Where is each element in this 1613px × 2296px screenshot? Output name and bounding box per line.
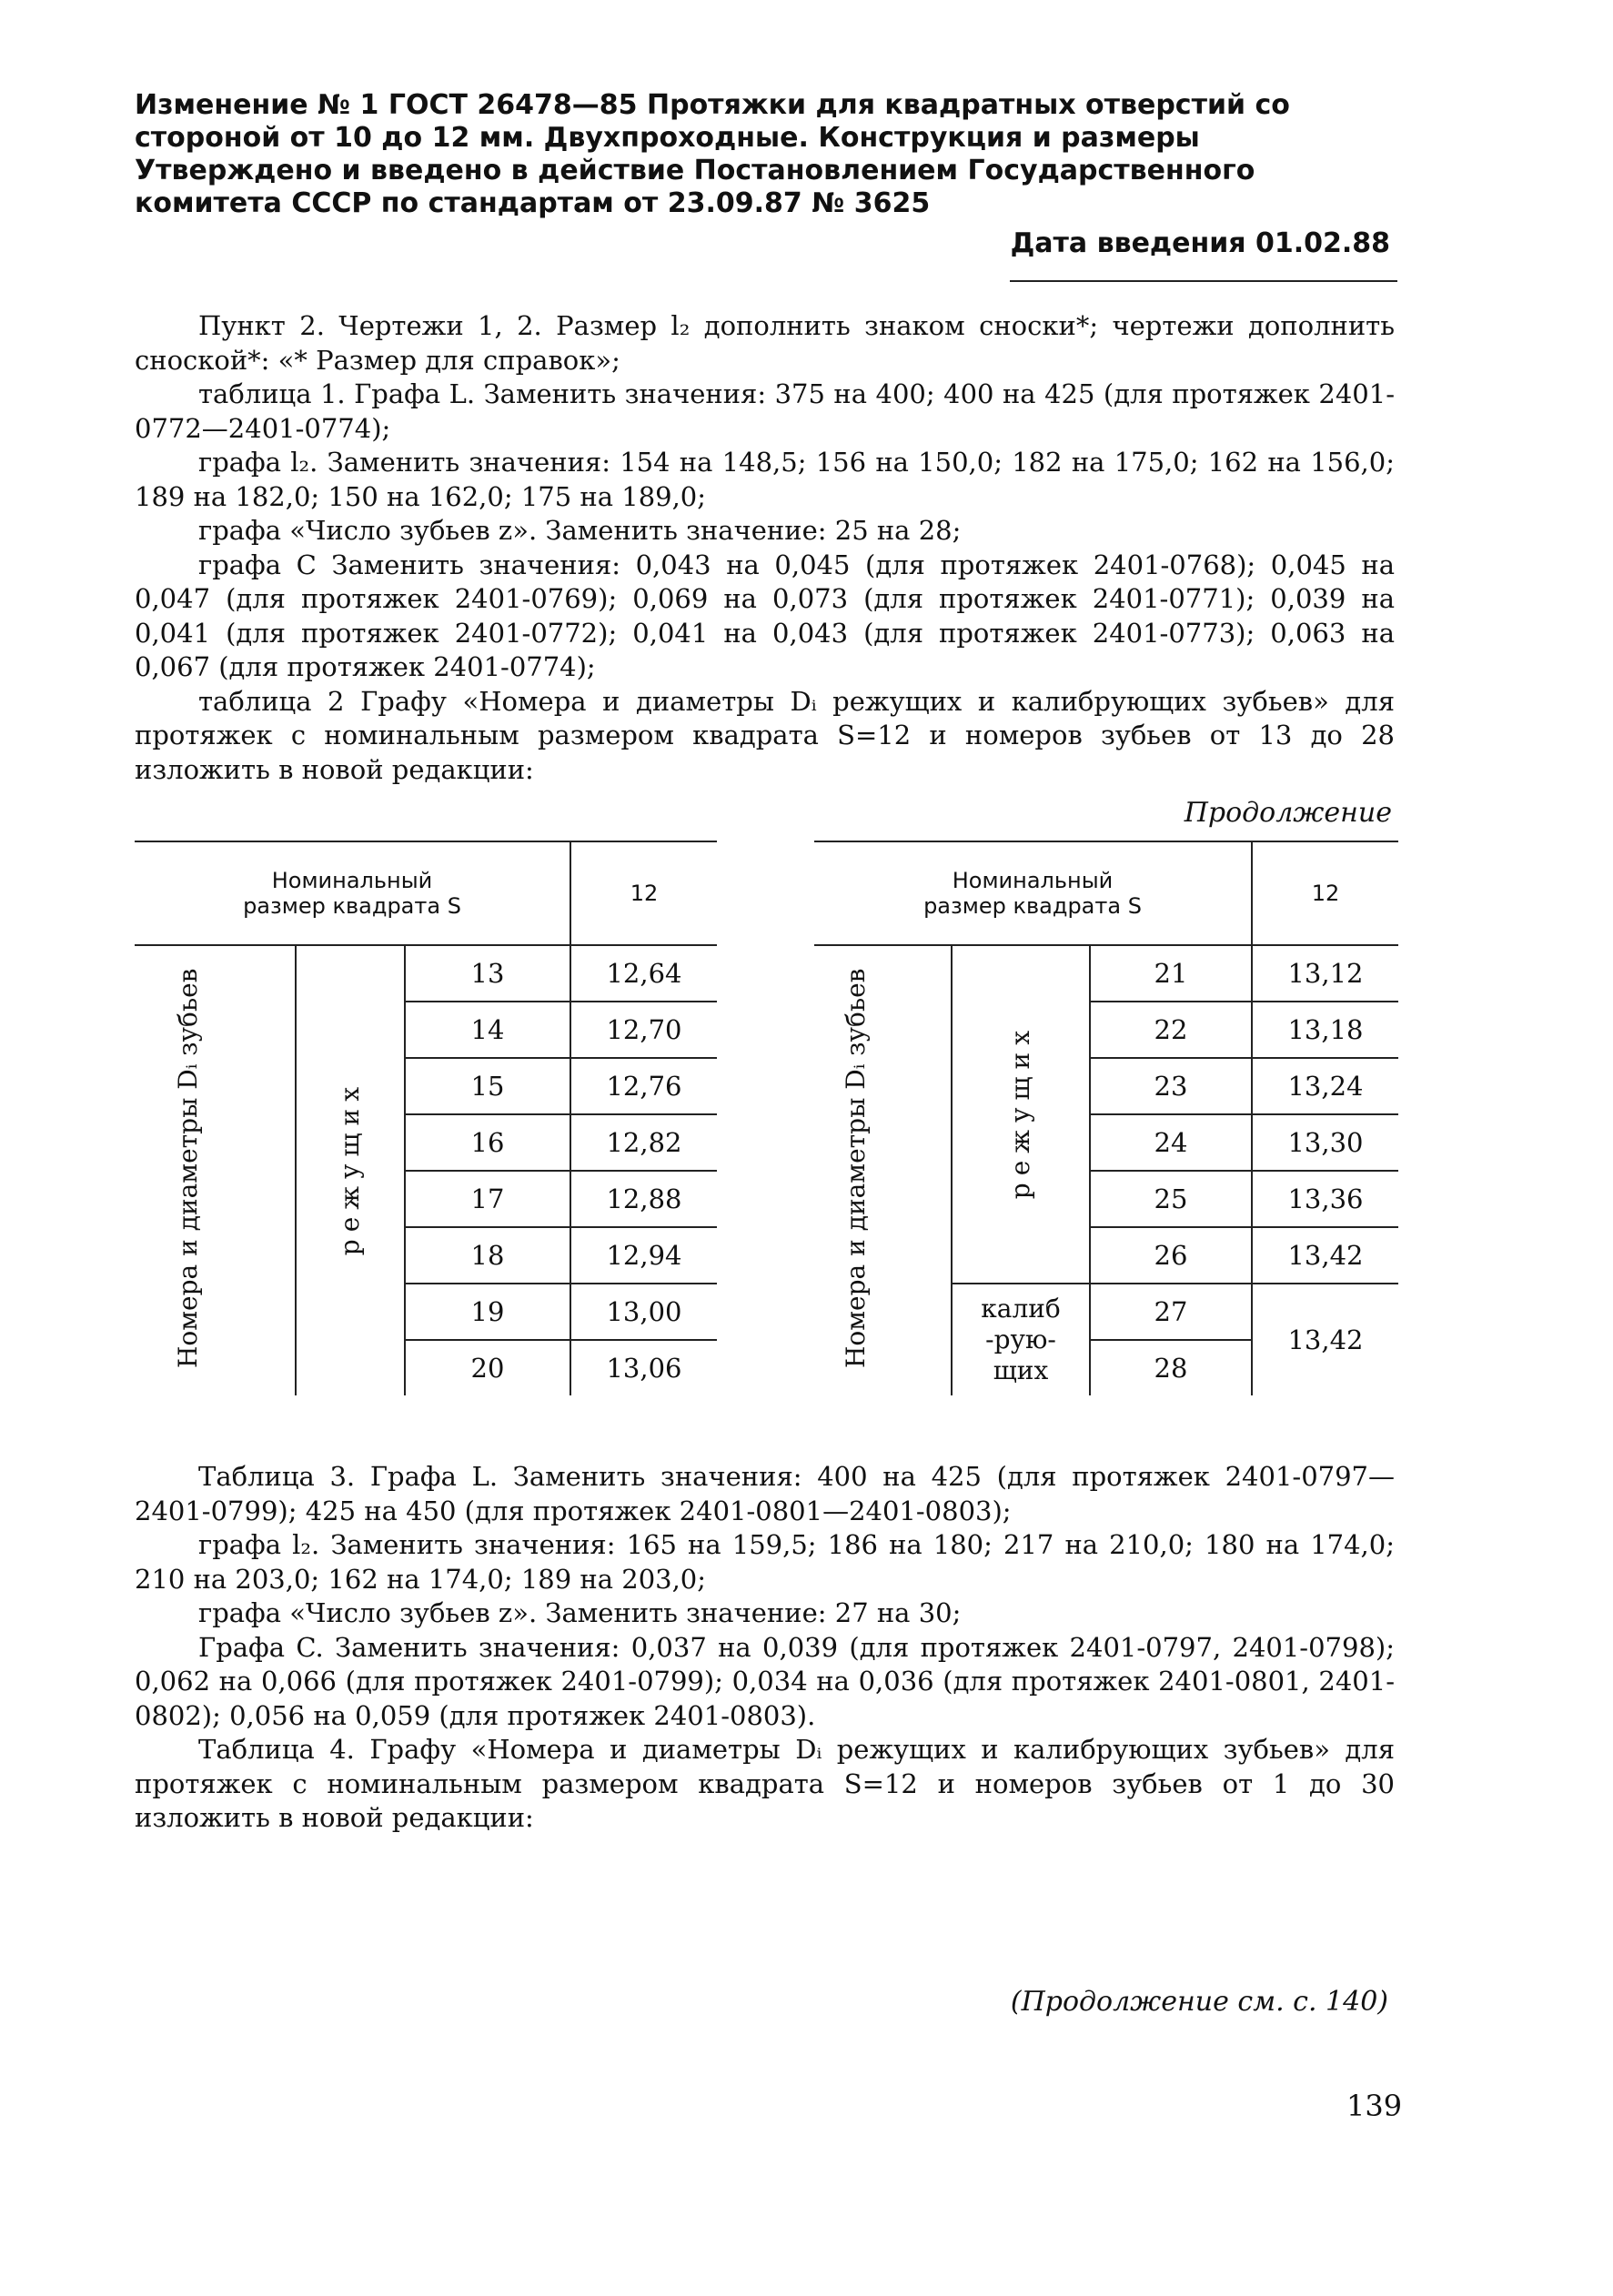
tooth-diameter: 13,00: [570, 1284, 717, 1340]
group-label: Номера и диаметры Dᵢ зубьев: [173, 967, 203, 1368]
header-value: 12: [1252, 842, 1398, 945]
tooth-diameter: 13,24: [1252, 1058, 1398, 1114]
body-text-2: [135, 1460, 1395, 1836]
table-left: [135, 842, 717, 1395]
effective-date: Дата введения 01.02.88: [1010, 227, 1390, 259]
paragraph: Таблица 4. Графу «Номера и диаметры Dᵢ режущих и калибрующих зубьев» для протяжек с номинальным размером квадрата S=12 и номеров зубьев от 1 до 30 изложить в новой редакции:: [135, 1734, 1395, 1833]
tooth-diameter: 12,88: [570, 1171, 717, 1227]
body-text-1: [135, 309, 1395, 787]
tooth-number: 18: [405, 1227, 570, 1284]
paragraph: графа l₂. Заменить значения: 154 на 148,5; 156 на 150,0; 182 на 175,0; 162 на 156,0; 189 на 182,0; 150 на 162,0; 175 на 189,0;: [135, 447, 1395, 512]
tooth-number: 28: [1090, 1340, 1252, 1395]
tooth-number: 21: [1090, 945, 1252, 1002]
tooth-number: 13: [405, 945, 570, 1002]
tooth-diameter: 13,42: [1252, 1227, 1398, 1284]
tooth-diameter: 12,76: [570, 1058, 717, 1114]
paragraph: графа C Заменить значения: 0,043 на 0,045 (для протяжек 2401-0768); 0,045 на 0,047 (для протяжек 2401-0769); 0,069 на 0,073 (для протяжек 2401-0771); 0,039 на 0,041 (для протяжек 2401-0772); 0,041 на 0,043 (для протяжек 2401-0773); 0,063 на 0,067 (для протяжек 2401-0774);: [135, 549, 1395, 682]
paragraph: таблица 1. Графа L. Заменить значения: 375 на 400; 400 на 425 (для протяжек 2401-0772—2401-0774);: [135, 378, 1395, 444]
paragraph: Таблица 3. Графа L. Заменить значения: 400 на 425 (для протяжек 2401-0797—2401-0799); 425 на 450 (для протяжек 2401-0801—2401-0803);: [135, 1461, 1395, 1526]
paragraph: таблица 2 Графу «Номера и диаметры Dᵢ режущих и калибрующих зубьев» для протяжек с номинальным размером квадрата S=12 и номеров зубьев от 13 до 28 изложить в новой редакции:: [135, 685, 1395, 785]
tooth-diameter: 12,82: [570, 1114, 717, 1171]
table-right: [814, 842, 1398, 1395]
tooth-diameter: 13,18: [1252, 1002, 1398, 1058]
paragraph: графа «Число зубьев z». Заменить значение: 27 на 30;: [198, 1597, 962, 1628]
paragraph: графа «Число зубьев z». Заменить значение: 25 на 28;: [198, 515, 962, 546]
paragraph: графа l₂. Заменить значения: 165 на 159,5; 186 на 180; 217 на 210,0; 180 на 174,0; 210 на 203,0; 162 на 174,0; 189 на 203,0;: [135, 1529, 1395, 1595]
tooth-number: 14: [405, 1002, 570, 1058]
tooth-diameter: 12,64: [570, 945, 717, 1002]
document-header: [135, 89, 1390, 260]
tooth-number: 27: [1090, 1284, 1252, 1340]
header-rule: [1010, 280, 1397, 282]
tooth-number: 17: [405, 1171, 570, 1227]
tooth-number: 19: [405, 1284, 570, 1340]
header-label: Номинальный размер квадрата S: [243, 868, 461, 919]
tooth-diameter: 13,12: [1252, 945, 1398, 1002]
tooth-diameter: 12,70: [570, 1002, 717, 1058]
kind-label: режущих: [335, 1079, 365, 1256]
amendment-title: Изменение № 1 ГОСТ 26478—85 Протяжки для квадратных отверстий со стороной от 10 до 12 мм. Двухпроходные. Конструкция и размеры: [135, 89, 1290, 154]
tooth-number: 23: [1090, 1058, 1252, 1114]
header-value: 12: [570, 842, 717, 945]
footer-continuation: (Продолжение см. с. 140): [1010, 1986, 1388, 2018]
tooth-number: 26: [1090, 1227, 1252, 1284]
group-label: Номера и диаметры Dᵢ зубьев: [841, 967, 871, 1368]
tooth-number: 20: [405, 1340, 570, 1395]
tooth-number: 22: [1090, 1002, 1252, 1058]
tooth-diameter: 13,36: [1252, 1171, 1398, 1227]
tooth-diameter: 12,94: [570, 1227, 717, 1284]
tooth-number: 25: [1090, 1171, 1252, 1227]
tooth-diameter: 13,30: [1252, 1114, 1398, 1171]
tooth-number: 24: [1090, 1114, 1252, 1171]
tooth-diameter: 13,06: [606, 1353, 682, 1384]
paragraph: Графа C. Заменить значения: 0,037 на 0,039 (для протяжек 2401-0797, 2401-0798); 0,062 на 0,066 (для протяжек 2401-0799); 0,034 на 0,036 (для протяжек 2401-0801, 2401-0802); 0,056 на 0,059 (для протяжек 2401-0803).: [135, 1631, 1395, 1731]
header-label: Номинальный размер квадрата S: [923, 868, 1142, 919]
tooth-number: 16: [405, 1114, 570, 1171]
continuation-label: Продолжение: [1184, 797, 1392, 829]
page-number: 139: [1346, 2089, 1403, 2123]
tooth-number: 15: [405, 1058, 570, 1114]
tooth-diameter: 13,42: [1287, 1324, 1364, 1355]
approval-note: Утверждено и введено в действие Постановлением Государственного комитета СССР по стандартам от 23.09.87 № 3625: [135, 155, 1255, 219]
kind-label-calibrating: калиб-рую-щих: [981, 1294, 1061, 1385]
kind-label: режущих: [1005, 1022, 1035, 1200]
paragraph: Пункт 2. Чертежи 1, 2. Размер l₂ дополнить знаком сноски*; чертежи дополнить сноской*: «* Размер для справок»;: [135, 310, 1395, 376]
